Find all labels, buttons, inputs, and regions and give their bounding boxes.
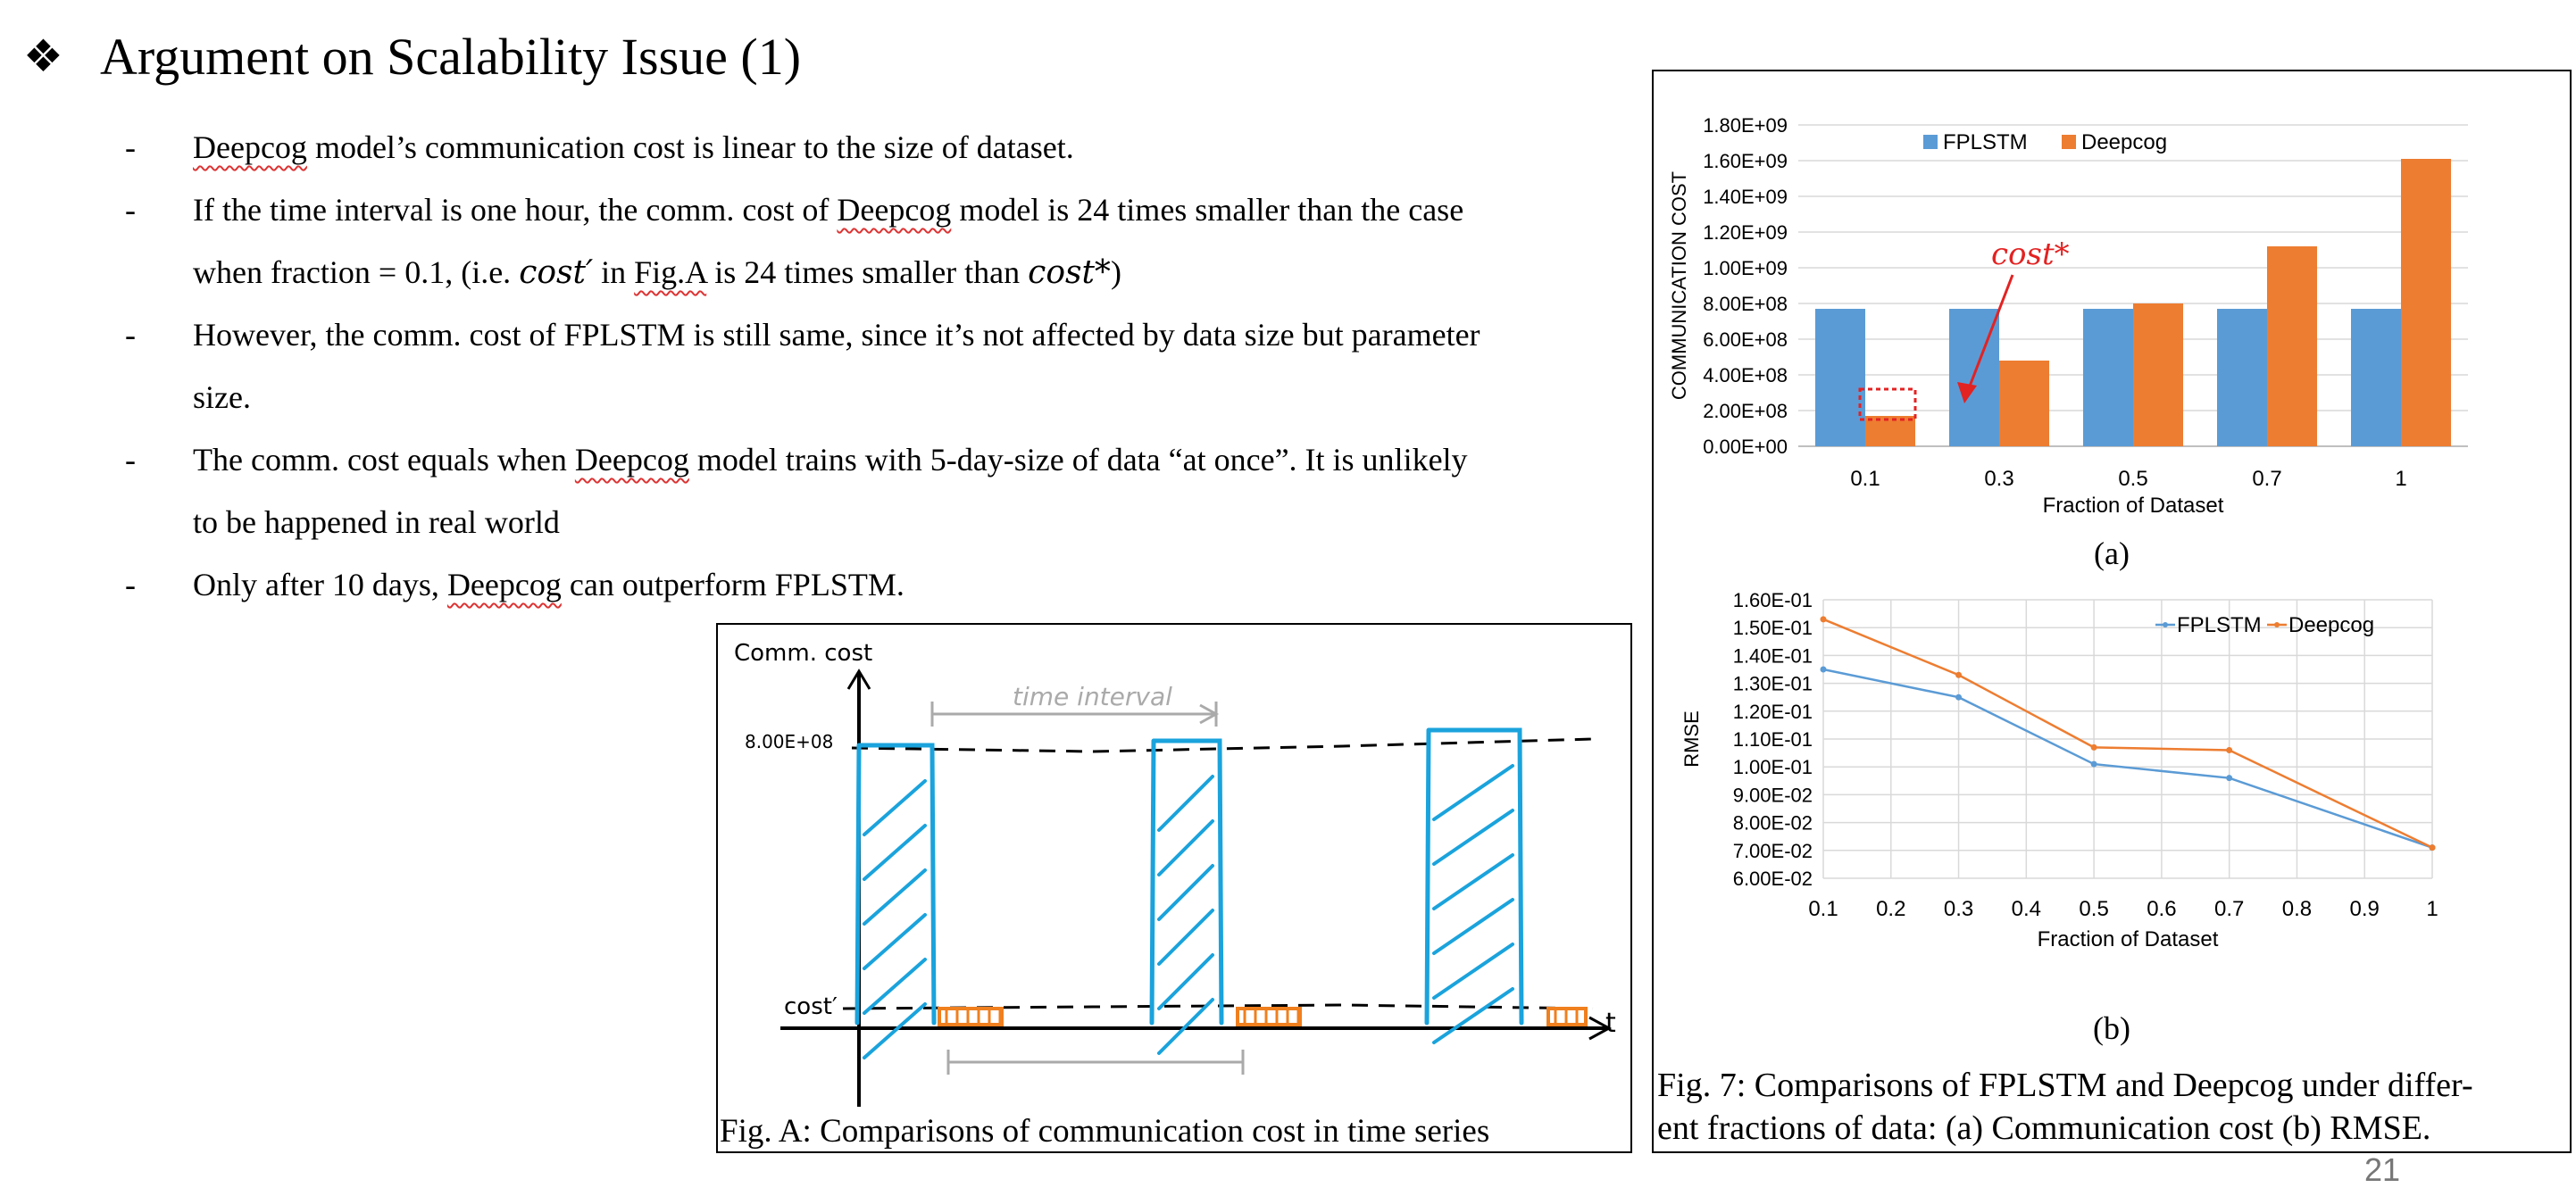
comm-cost-bar xyxy=(1427,730,1521,1042)
bullet-text-segment: model is 24 times smaller than the case xyxy=(951,192,1464,228)
series-line-fplstm xyxy=(1823,669,2432,848)
bullet-text-segment: when fraction = 0.1, (i.e. xyxy=(193,254,520,290)
y-tick-label: 1.60E-01 xyxy=(1732,589,1813,611)
interval-arrow-bottom xyxy=(948,1050,1243,1075)
y-tick-label: 1.50E-01 xyxy=(1732,617,1813,640)
legend-swatch xyxy=(1923,135,1938,149)
y-tick-label: 1.10E-01 xyxy=(1732,728,1813,751)
small-bar-outline xyxy=(1238,1009,1300,1025)
x-tick-label: 0.3 xyxy=(1984,467,2014,491)
y-tick-label: 6.00E+08 xyxy=(1703,328,1788,351)
bar-outline xyxy=(857,745,934,1023)
bar-deepcog xyxy=(1865,416,1915,446)
legend-label: Deepcog xyxy=(2081,130,2168,154)
bullet-line xyxy=(193,116,1666,179)
bar-deepcog xyxy=(2267,246,2317,446)
bullet-dash: - xyxy=(125,317,136,353)
x-tick-label: 1 xyxy=(2395,467,2407,491)
bullet-dash: - xyxy=(125,192,136,228)
x-tick-label: 0.6 xyxy=(2147,897,2177,921)
series-line-deepcog xyxy=(1823,619,2432,848)
x-tick-label: 0.4 xyxy=(2011,897,2042,921)
y-tick-label: 1.00E-01 xyxy=(1732,756,1813,779)
bar-fplstm xyxy=(2083,309,2133,446)
high-level-label: 8.00E+08 xyxy=(745,731,834,752)
bar-hatching xyxy=(864,781,925,1058)
figure-7 xyxy=(1652,70,2572,1153)
legend-label: Deepcog xyxy=(2288,613,2375,637)
title-bullet-icon: ❖ xyxy=(23,31,63,81)
low-level-label: cost′ xyxy=(784,993,838,1020)
y-tick-label: 1.60E+09 xyxy=(1703,150,1788,172)
legend-label: FPLSTM xyxy=(1943,130,2028,154)
bar-fplstm xyxy=(2217,309,2267,446)
comm-cost-bar xyxy=(1152,741,1221,1053)
bullet-text-segment: Deepcog xyxy=(193,129,307,165)
x-tick-label: 0.2 xyxy=(1876,897,1906,921)
x-tick-label: 0.7 xyxy=(2213,897,2245,921)
small-cost-bar xyxy=(1548,1009,1586,1025)
y-tick-label: 1.40E-01 xyxy=(1732,644,1813,668)
bullet-line xyxy=(193,179,1666,241)
annotation-label: cost* xyxy=(1991,237,2070,272)
x-axis-label: t xyxy=(1605,1008,1616,1039)
data-point-fplstm xyxy=(2226,775,2232,781)
bullet-text-segment: in xyxy=(593,254,635,290)
small-bar-hatching xyxy=(1245,1010,1298,1023)
chart-b-label: (b) xyxy=(2093,1010,2130,1046)
bullet-text-segment: Deepcog xyxy=(446,567,562,602)
y-axis-title: COMMUNICATION COST xyxy=(1668,170,1690,401)
x-axis-title: Fraction of Dataset xyxy=(2042,494,2224,518)
data-point-deepcog xyxy=(2226,747,2232,753)
bullet-line xyxy=(193,553,1666,616)
bullet-text-segment: model’s communication cost is linear to the size of dataset. xyxy=(306,129,1074,165)
y-tick-label: 9.00E-02 xyxy=(1732,784,1813,807)
bullet-text-segment: can outperform FPLSTM. xyxy=(561,567,905,602)
x-tick-label: 0.5 xyxy=(2079,897,2109,921)
bar-fplstm xyxy=(2351,309,2401,446)
y-tick-label: 7.00E-02 xyxy=(1732,839,1813,862)
y-axis-label: Comm. cost xyxy=(734,640,873,667)
y-tick-label: 1.20E+09 xyxy=(1703,221,1788,244)
x-tick-label: 1 xyxy=(2426,897,2438,921)
bar-outline xyxy=(1427,730,1521,1023)
x-tick-label: 0.1 xyxy=(1850,467,1880,491)
figure-7-caption-line-2: ent fractions of data: (a) Communication cost (b) RMSE. xyxy=(1657,1109,2431,1147)
bar-hatching xyxy=(1159,777,1213,1053)
bar-deepcog xyxy=(1999,361,2049,446)
legend-swatch xyxy=(2062,135,2076,149)
bullet-text-segment: The comm. cost equals when xyxy=(193,442,575,478)
y-tick-label: 6.00E-02 xyxy=(1732,868,1813,890)
annotation-box xyxy=(1860,389,1915,419)
y-axis-title: RMSE xyxy=(1680,710,1703,768)
small-bar-hatching xyxy=(1555,1010,1577,1023)
bar-deepcog xyxy=(2133,303,2183,446)
bullet-line xyxy=(193,303,1666,366)
chart-b-rmse xyxy=(1664,580,2557,991)
high-dashed-line xyxy=(852,739,1593,752)
bullet-dash: - xyxy=(125,129,136,165)
y-tick-label: 8.00E-02 xyxy=(1732,811,1813,835)
bullet-text-segment: Fig.A xyxy=(634,254,707,290)
bullet-text-segment: Deepcog xyxy=(574,442,689,478)
bullet-dash: - xyxy=(125,442,136,478)
x-axis-title: Fraction of Dataset xyxy=(2037,927,2219,951)
x-tick-label: 0.1 xyxy=(1808,897,1838,921)
data-point-fplstm xyxy=(2091,761,2097,768)
x-tick-label: 0.8 xyxy=(2281,897,2313,921)
legend-label: FPLSTM xyxy=(2177,613,2262,637)
y-tick-label: 1.00E+09 xyxy=(1703,257,1788,279)
data-point-deepcog xyxy=(1955,672,1962,678)
bullet-text-segment: to be happened in real world xyxy=(193,504,560,540)
bar-fplstm xyxy=(1815,309,1865,446)
data-point-deepcog xyxy=(2430,844,2436,851)
y-tick-label: 1.80E+09 xyxy=(1703,114,1788,137)
data-point-fplstm xyxy=(1821,667,1827,673)
x-tick-label: 0.9 xyxy=(2349,897,2380,921)
legend-marker xyxy=(2274,622,2280,627)
bullet-text-segment: However, the comm. cost of FPLSTM is still same, since it’s not affected by data size but parameter xyxy=(193,317,1480,353)
figure-a xyxy=(716,623,1632,1153)
chart-a-label: (a) xyxy=(2094,536,2130,571)
small-cost-bar xyxy=(1238,1009,1300,1025)
data-point-fplstm xyxy=(1955,694,1962,701)
comm-cost-bar xyxy=(857,745,934,1058)
math-term: cost* xyxy=(1028,254,1111,291)
bar-hatching xyxy=(1434,766,1513,1042)
y-tick-label: 4.00E+08 xyxy=(1703,364,1788,386)
y-tick-label: 1.30E-01 xyxy=(1732,672,1813,695)
y-tick-label: 2.00E+08 xyxy=(1703,400,1788,422)
bullet-text-segment: is 24 times smaller than xyxy=(706,254,1029,290)
interval-label: time interval xyxy=(1013,682,1172,711)
bullet-text-segment: size. xyxy=(193,379,251,415)
bullet-text-segment: If the time interval is one hour, the comm. cost of xyxy=(193,192,838,228)
bullet-line xyxy=(193,241,1666,304)
small-bar-hatching xyxy=(946,1010,1000,1023)
y-tick-label: 0.00E+00 xyxy=(1703,436,1788,458)
bullet-line xyxy=(193,366,1666,428)
bar-deepcog xyxy=(2401,159,2451,446)
slide-title: Argument on Scalability Issue (1) xyxy=(100,28,802,86)
data-point-deepcog xyxy=(2091,744,2097,751)
figure-7-caption-line-1: Fig. 7: Comparisons of FPLSTM and Deepcog under differ- xyxy=(1657,1067,2473,1104)
bullet-line xyxy=(193,428,1666,491)
figure-a-sketch xyxy=(718,625,1630,1107)
bullet-text-segment: Only after 10 days, xyxy=(193,567,447,602)
bullet-dash: - xyxy=(125,567,136,602)
y-tick-label: 1.40E+09 xyxy=(1703,186,1788,208)
y-tick-label: 8.00E+08 xyxy=(1703,293,1788,315)
bullet-text-segment: model trains with 5-day-size of data “at once”. It is unlikely xyxy=(688,442,1468,478)
data-point-deepcog xyxy=(1821,616,1827,622)
bullet-text-segment: ) xyxy=(1110,254,1121,290)
chart-a-communication-cost xyxy=(1664,79,2557,525)
x-tick-label: 0.5 xyxy=(2118,467,2148,491)
legend-marker xyxy=(2163,622,2168,627)
math-term: cost′ xyxy=(519,254,594,291)
bullet-line xyxy=(193,491,1666,553)
small-bar-outline xyxy=(939,1009,1002,1025)
figure-a-caption: Fig. A: Comparisons of communication cost in time series xyxy=(720,1113,1490,1150)
bullet-text-segment: Deepcog xyxy=(837,192,952,228)
small-cost-bar xyxy=(939,1009,1002,1025)
y-tick-label: 1.20E-01 xyxy=(1732,700,1813,723)
page-number: 21 xyxy=(2364,1151,2401,1188)
x-tick-label: 0.3 xyxy=(1943,897,1974,921)
x-tick-label: 0.7 xyxy=(2252,467,2282,491)
